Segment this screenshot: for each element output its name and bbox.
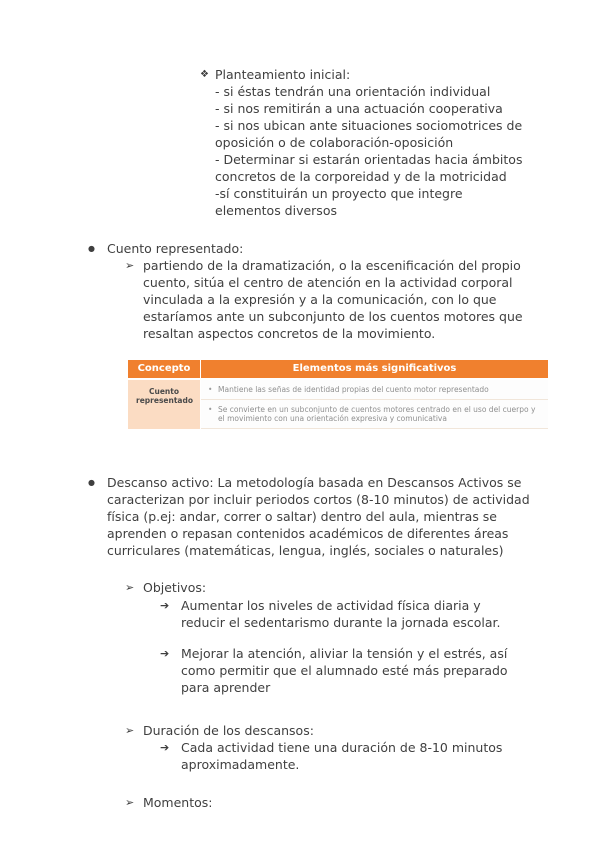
- table-item-text: Se convierte en un subconjunto de cuentos motores centrado en el uso del cuerpo y el movimiento con una orientación expresiva y comunicativa: [218, 404, 536, 423]
- duracion-title: Duración de los descansos:: [143, 722, 314, 738]
- table-cell-concepto: Cuento representado: [128, 380, 201, 429]
- duracion-item-text: Cada actividad tiene una duración de 8-10 minutos aproximadamente.: [181, 739, 503, 772]
- momentos-title: Momentos:: [143, 794, 213, 810]
- cuento-title: Cuento representado:: [107, 241, 244, 256]
- table-item-text: Mantiene las señas de identidad propias del cuento motor representado: [218, 385, 489, 394]
- arrow-bullet-icon: ➔: [160, 646, 170, 660]
- arrowhead-bullet-icon: ➢: [125, 723, 135, 737]
- descanso-section: [0, 474, 600, 559]
- momentos-title-row: [0, 794, 600, 811]
- table-item: [201, 380, 548, 400]
- duracion-section: [0, 722, 600, 773]
- cuento-section: [0, 240, 600, 342]
- arrowhead-bullet-icon: ➢: [125, 795, 135, 809]
- planteamiento-line: - si nos remitirán a una actuación cooperativa: [215, 101, 503, 116]
- descanso-paragraph-row: [0, 474, 600, 559]
- planteamiento-title: Planteamiento inicial:: [215, 67, 351, 82]
- bullet-icon: ●: [88, 244, 95, 253]
- cuento-title-row: [0, 240, 600, 257]
- planteamiento-line: -sí constituirán un proyecto que integre elementos diversos: [215, 186, 463, 218]
- bullet-icon: ●: [88, 477, 95, 487]
- planteamiento-section: [0, 66, 540, 219]
- arrow-bullet-icon: ➔: [160, 598, 170, 612]
- arrowhead-bullet-icon: ➢: [125, 580, 135, 594]
- descanso-paragraph: Descanso activo: La metodología basada en Descansos Activos se caracterizan por incluir periodos cortos (8-10 minutos) de actividad física (p.ej: andar, correr o saltar) dentro del aula, mientras se aprenden o repasan contenidos académicos de diferentes áreas curriculares (matemáticas, lengua, inglés, sociales o naturales): [107, 474, 530, 558]
- table-header-elementos: Elementos más significativos: [292, 363, 457, 374]
- momentos-section: [0, 794, 600, 811]
- objetivos-item-row: [0, 597, 600, 631]
- arrow-bullet-icon: ➔: [160, 740, 170, 754]
- objetivos-item-text: Mejorar la atención, aliviar la tensión y el estrés, así como permitir que el alumnado esté más preparado para aprender: [181, 645, 508, 695]
- table-header-row: [128, 360, 548, 378]
- arrowhead-bullet-icon: ➢: [125, 259, 135, 272]
- table-body-row: [128, 378, 548, 429]
- cuento-paragraph: partiendo de la dramatización, o la escenificación del propio cuento, sitúa el centro de atención en la actividad corporal vinculada a la expresión y a la comunicación, con lo que estaríamos ante un subconjunto de los cuentos motores que resaltan aspectos concretos de la movimiento.: [143, 258, 523, 341]
- objetivos-item-row: [0, 645, 600, 696]
- cuento-paragraph-row: [0, 257, 600, 342]
- table-cell-elementos: [201, 380, 548, 429]
- duracion-title-row: [0, 722, 600, 739]
- planteamiento-line: - si éstas tendrán una orientación individual: [215, 84, 491, 99]
- table-header-concepto: Concepto: [128, 360, 201, 378]
- duracion-item-row: [0, 739, 600, 773]
- objetivos-title: Objetivos:: [143, 579, 207, 595]
- table-bullet-icon: •: [208, 385, 213, 394]
- concepto-table: [128, 360, 548, 429]
- table-item: [201, 400, 548, 429]
- diamond-bullet-icon: ❖: [200, 69, 209, 80]
- objetivos-section: [0, 579, 600, 696]
- planteamiento-line: - Determinar si estarán orientadas hacia ámbitos concretos de la corporeidad y de la motricidad: [215, 152, 523, 184]
- objetivos-title-row: [0, 579, 600, 596]
- table-bullet-icon: •: [208, 404, 213, 414]
- planteamiento-lines: [200, 83, 525, 219]
- planteamiento-line: - si nos ubican ante situaciones sociomotrices de oposición o de colaboración-oposición: [215, 118, 523, 150]
- objetivos-item-text: Aumentar los niveles de actividad física diaria y reducir el sedentarismo durante la jornada escolar.: [181, 597, 501, 630]
- planteamiento-title-row: [200, 66, 540, 83]
